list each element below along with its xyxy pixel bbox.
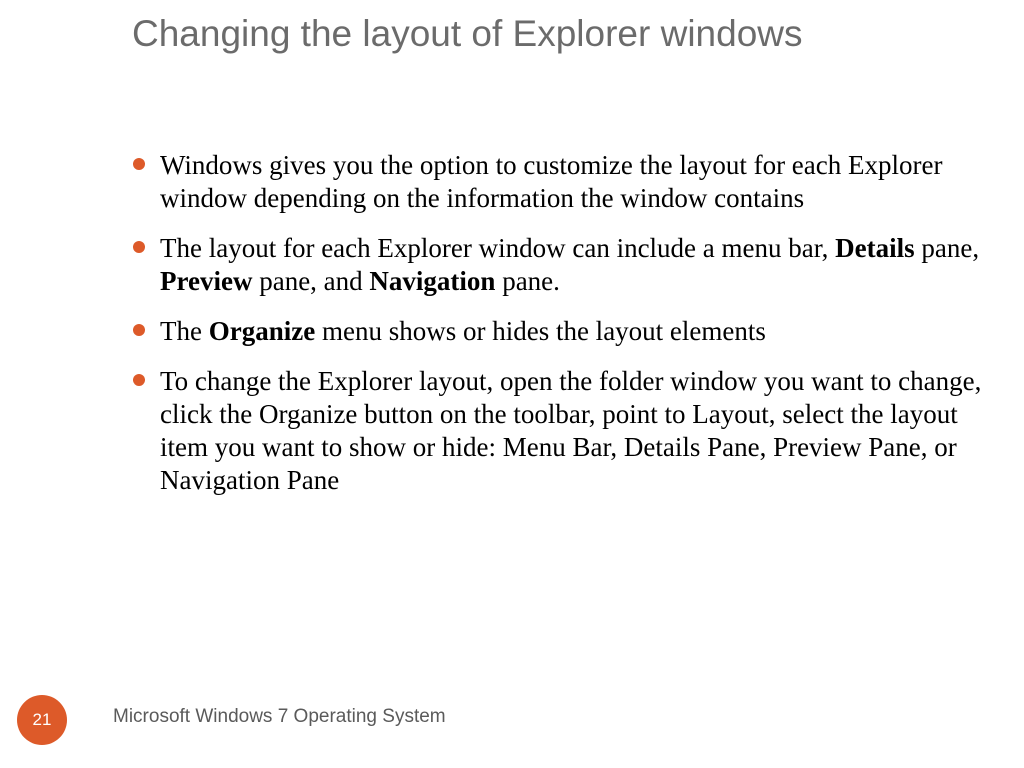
bullet-dot-icon [133, 241, 145, 253]
bold-term: Organize [208, 316, 316, 346]
bullet-item [132, 149, 1002, 215]
bullet-dot-icon [133, 374, 145, 386]
text-segment: pane, [914, 233, 980, 263]
bold-term: Preview [160, 266, 253, 296]
bullet-item [132, 315, 1002, 348]
text-segment: The layout for each Explorer window can include a menu bar, [160, 233, 836, 263]
bold-term: Details [835, 233, 915, 263]
text-segment: The [160, 316, 209, 346]
bold-term: Navigation [369, 266, 496, 296]
bullet-dot-icon [133, 158, 145, 170]
text-segment: Windows gives you the option to customize the layout for each Explorer window depending on the information the window contains [160, 150, 943, 213]
bullet-list [132, 149, 1002, 514]
bullet-item [132, 232, 1002, 298]
slide-title: Changing the layout of Explorer windows [132, 13, 803, 54]
bullet-dot-icon [133, 324, 145, 336]
bullet-text [160, 316, 766, 346]
text-segment: pane, and [252, 266, 370, 296]
bullet-text [160, 233, 979, 296]
text-segment: To change the Explorer layout, open the folder window you want to change, click the Organize button on the toolbar, point to Layout, select the layout item you want to show or hide: Menu Bar, Details Pane, Preview Pane, or Navigation Pane [160, 366, 982, 495]
page-number: 21 [32, 710, 52, 729]
page-number-badge [17, 695, 67, 745]
text-segment: pane. [495, 266, 560, 296]
text-segment: menu shows or hides the layout elements [315, 316, 766, 346]
bullet-text [160, 366, 981, 495]
footer-text: Microsoft Windows 7 Operating System [113, 706, 446, 727]
bullet-item [132, 365, 1002, 497]
bullet-text [160, 150, 942, 213]
